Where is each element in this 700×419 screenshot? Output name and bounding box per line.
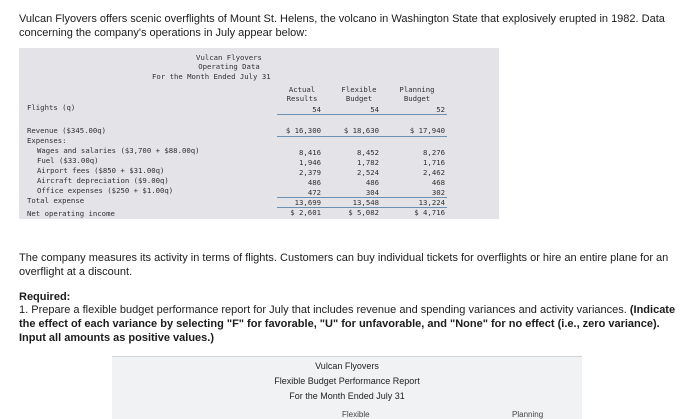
cell-revenue-actual: $ 16,300 [285,126,321,135]
required-text: 1. Prepare a flexible budget performance report for July that includes revenue and spending variances and activity variances. [19,304,630,316]
divider-line [277,114,447,115]
cell-net-actual: $ 2,601 [290,208,321,217]
col-flexible-2: Budget [345,94,373,103]
col-actual-2: Results [286,94,318,103]
cell-net-planning: $ 4,716 [414,208,445,217]
row-label-depreciation: Aircraft depreciation ($9.00q) [37,176,169,185]
cell-fuel-flexible: 1,782 [357,158,379,167]
cell-office-flexible: 304 [365,188,379,197]
row-label-revenue: Revenue ($345.00q) [27,126,107,135]
intro-text: Vulcan Flyovers offers scenic overflights of Mount St. Helens, the volcano in Washington State that explosively erupted in 1982. Data concerning the company's operations in July appear below: [19,13,665,39]
report-period: For the Month Ended July 31 [289,391,405,401]
table-title-company: Vulcan Flyovers [196,53,262,62]
row-label-wages: Wages and salaries ($3,700 + $88.00q) [37,146,200,155]
cell-airport-flexible: 2,524 [357,168,379,177]
required-emphasis: (Indicate the effect of each variance by selecting "F" for favorable, "U" for unfavorable, and "None" for no effect (i.e., zero variance). Input all amounts as positive values.) [19,304,676,344]
cell-revenue-flexible: $ 18,630 [343,126,379,135]
cell-wages-flexible: 8,452 [357,148,379,157]
cell-total-planning: 13,224 [418,198,445,207]
cell-depreciation-flexible: 486 [365,178,379,187]
row-label-total-expense: Total expense [27,196,85,205]
cell-wages-planning: 8,276 [423,148,445,157]
col-flexible-1: Flexible [341,85,377,94]
cell-fuel-planning: 1,716 [423,158,445,167]
row-label-flights: Flights (q) [27,103,76,112]
row-label-expenses: Expenses: [27,136,67,145]
row-label-fuel: Fuel ($33.00q) [37,156,99,165]
cell-total-actual: 13,699 [294,198,321,207]
column-header-flexible: Flexible [342,410,370,419]
required-instructions [19,303,689,345]
cell-depreciation-actual: 486 [307,178,321,187]
cell-net-flexible: $ 5,082 [348,208,379,217]
report-header [112,356,582,419]
report-company: Vulcan Flyovers [315,361,379,371]
operating-data-table [19,48,499,219]
activity-measure-text: The company measures its activity in terms of flights. Customers can buy individual tickets for overflights or hire an entire plane for an overflight at a discount. [19,252,669,278]
cell-depreciation-planning: 468 [431,178,445,187]
table-title-period: For the Month Ended July 31 [152,72,271,81]
required-heading: Required: [19,291,71,303]
cell-flights-actual: 54 [312,105,321,114]
column-header-planning: Planning [512,410,544,419]
cell-flights-planning: 52 [436,105,445,114]
cell-flights-flexible: 54 [370,105,379,114]
table-title-data: Operating Data [198,62,260,71]
row-label-airport-fees: Airport fees ($850 + $31.00q) [37,166,165,175]
cell-fuel-actual: 1,946 [299,158,321,167]
col-planning-1: Planning [399,85,435,94]
col-planning-2: Budget [403,94,431,103]
cell-office-planning: 302 [431,188,445,197]
row-label-office: Office expenses ($250 + $1.00q) [37,186,174,195]
report-title: Flexible Budget Performance Report [274,376,420,386]
cell-office-actual: 472 [307,188,321,197]
col-actual-1: Actual [288,85,316,94]
divider-line [277,136,447,137]
cell-total-flexible: 13,548 [352,198,379,207]
row-label-net-income: Net operating income [27,209,115,218]
cell-revenue-planning: $ 17,940 [409,126,445,135]
cell-wages-actual: 8,416 [299,148,321,157]
cell-airport-actual: 2,379 [299,168,321,177]
cell-airport-planning: 2,462 [423,168,445,177]
